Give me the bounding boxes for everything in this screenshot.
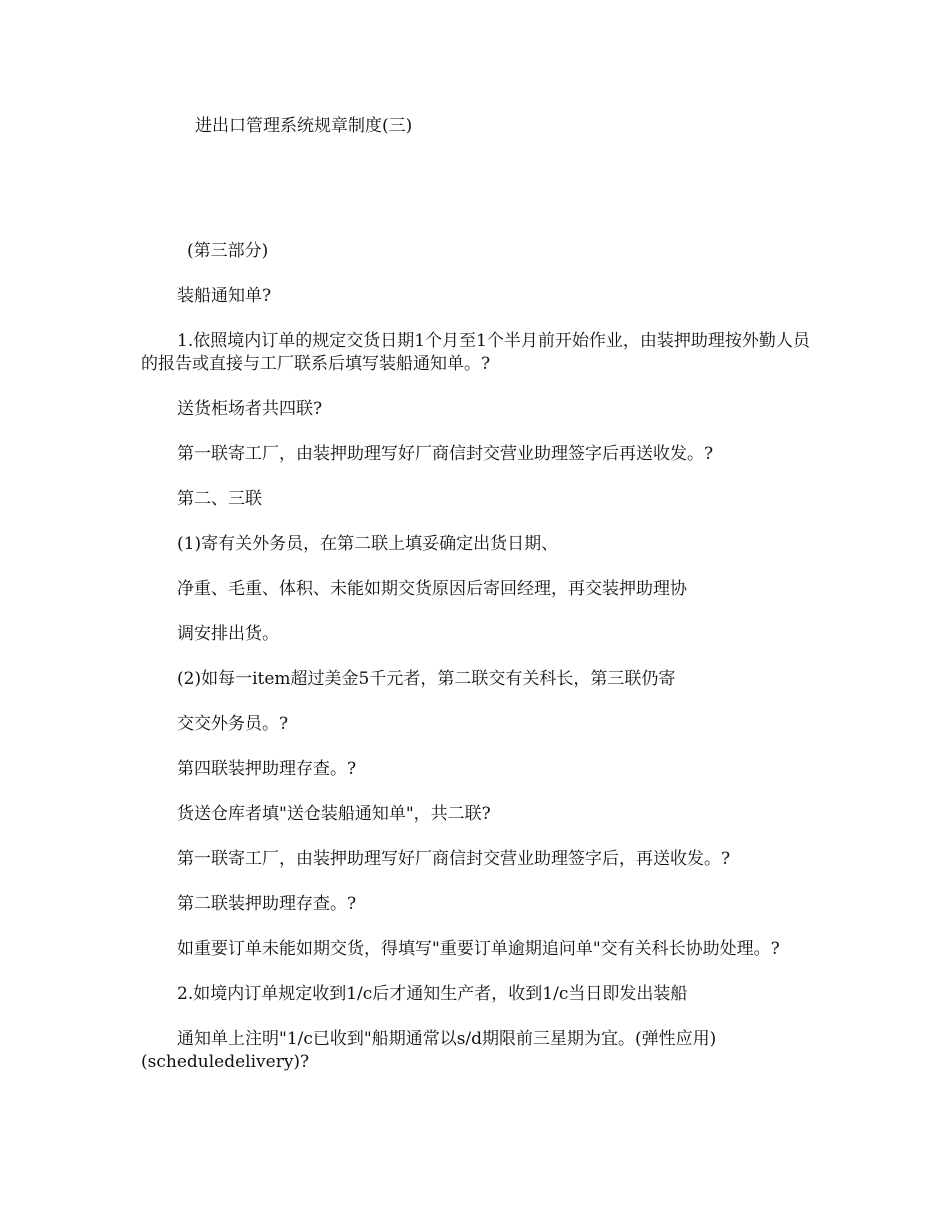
- paragraph: 如重要订单未能如期交货，得填写"重要订单逾期追问单"交有关科长协助处理。?: [177, 939, 780, 959]
- paragraph: 第二、三联: [177, 489, 262, 509]
- paragraph: 交交外务员。?: [177, 714, 289, 734]
- paragraph: 通知单上注明"1/c已收到"船期通常以s/d期限前三星期为宜。(弹性应用)(scheduledelivery)?: [141, 1029, 717, 1072]
- document-body: [141, 240, 813, 1095]
- paragraph: 送货柜场者共四联?: [177, 399, 323, 419]
- paragraph: 2.如境内订单规定收到1/c后才通知生产者，收到1/c当日即发出装船: [177, 984, 688, 1004]
- paragraph: 1.依照境内订单的规定交货日期1个月至1个半月前开始作业，由装押助理按外勤人员的报告或直接与工厂联系后填写装船通知单。?: [141, 331, 810, 374]
- paragraph: 调安排出货。: [177, 624, 279, 644]
- paragraph: 装船通知单?: [177, 286, 272, 306]
- paragraph: 货送仓库者填"送仓装船通知单"，共二联?: [177, 804, 491, 824]
- paragraph: (1)寄有关外务员，在第二联上填妥确定出货日期、: [177, 534, 559, 554]
- paragraph: 第二联装押助理存查。?: [177, 894, 357, 914]
- paragraph: 第一联寄工厂，由装押助理写好厂商信封交营业助理签字后再送收发。?: [177, 444, 714, 464]
- paragraph: (第三部分): [187, 241, 269, 261]
- paragraph: 第一联寄工厂，由装押助理写好厂商信封交营业助理签字后，再送收发。?: [177, 849, 731, 869]
- paragraph: (2)如每一item超过美金5千元者，第二联交有关科长，第三联仍寄: [177, 669, 676, 689]
- document-title: 进出口管理系统规章制度(三): [195, 116, 413, 136]
- paragraph: 净重、毛重、体积、未能如期交货原因后寄回经理，再交装押助理协: [177, 579, 687, 599]
- paragraph: 第四联装押助理存查。?: [177, 759, 357, 779]
